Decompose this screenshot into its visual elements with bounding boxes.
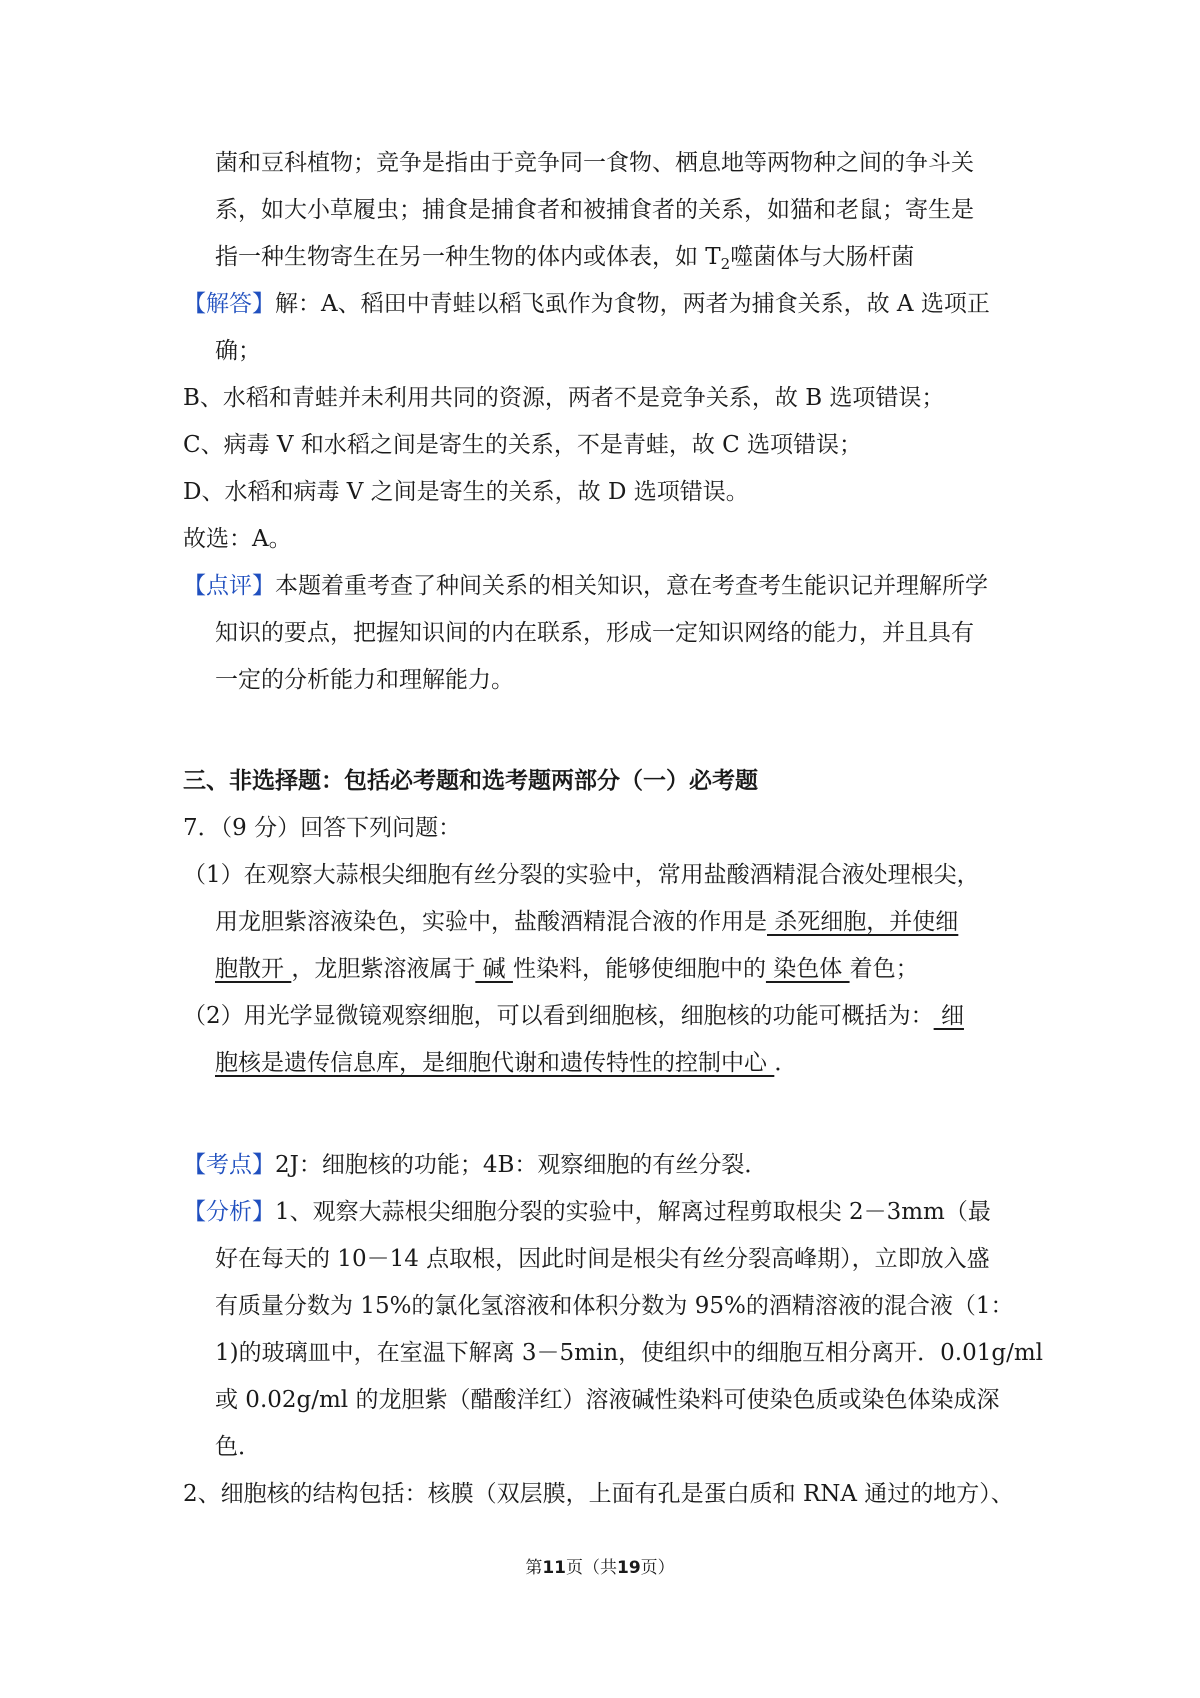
text-line: 一定的分析能力和理解能力。 xyxy=(215,667,514,693)
text-line: （2）用光学显微镜观察细胞，可以看到细胞核，细胞核的功能可概括为： 细 xyxy=(183,1003,964,1029)
comment-line: 【点评】本题着重考查了种间关系的相关知识，意在考查考生能识记并理解所学 xyxy=(183,573,988,599)
kaodian-tag: 【考点】 xyxy=(183,1152,275,1178)
text-line: 用龙胆紫溶液染色，实验中，盐酸酒精混合液的作用是 杀死细胞，并使细 xyxy=(215,909,959,935)
text-line: 胞散开 ，龙胆紫溶液属于 碱 性染料，能够使细胞中的 染色体 着色； xyxy=(215,956,919,982)
text-line: 故选：A。 xyxy=(183,526,292,552)
page-total: 19 xyxy=(617,1558,641,1578)
text-line: C、病毒 V 和水稻之间是寄生的关系，不是青蛙，故 C 选项错误； xyxy=(183,432,863,458)
answer-blank: 细 xyxy=(933,1003,964,1029)
answer-blank: 胞散开 xyxy=(215,956,292,982)
page-footer: 第11页（共19页） xyxy=(525,1558,675,1578)
answer-blank: 杀死细胞，并使细 xyxy=(767,909,959,935)
text-line: 胞核是遗传信息库，是细胞代谢和遗传特性的控制中心 ． xyxy=(215,1050,798,1076)
fenxi-tag: 【分析】 xyxy=(183,1199,275,1225)
fenxi-line: 【分析】1、观察大蒜根尖细胞分裂的实验中，解离过程剪取根尖 2－3mm（最 xyxy=(183,1199,991,1225)
kaodian-line: 【考点】2J：细胞核的功能；4B：观察细胞的有丝分裂． xyxy=(183,1152,768,1178)
answer-blank: 染色体 xyxy=(765,956,850,982)
answer-line: 【解答】解：A、稻田中青蛙以稻飞虱作为食物，两者为捕食关系，故 A 选项正 xyxy=(183,291,990,317)
text-line: 好在每天的 10－14 点取根，因此时间是根尖有丝分裂高峰期），立即放入盛 xyxy=(215,1246,990,1272)
text-line: 1)的玻璃皿中，在室温下解离 3－5min，使组织中的细胞互相分离开．0.01g/ml xyxy=(215,1340,1044,1366)
text-line: 色． xyxy=(215,1434,261,1460)
text-line: 或 0.02g/ml 的龙胆紫（醋酸洋红）溶液碱性染料可使染色质或染色体染成深 xyxy=(215,1387,1000,1413)
text-line: 指一种生物寄生在另一种生物的体内或体表，如 $T_2$噬菌体与大肠杆菌 xyxy=(215,244,915,273)
section-title: 三、非选择题：包括必考题和选考题两部分（一）必考题 xyxy=(183,768,758,794)
answer-blank: 碱 xyxy=(475,956,513,982)
question-title: 7．（9 分）回答下列问题： xyxy=(183,815,462,841)
page-number: 11 xyxy=(542,1558,566,1578)
answer-tag: 【解答】 xyxy=(183,291,275,317)
text-line: D、水稻和病毒 V 之间是寄生的关系，故 D 选项错误。 xyxy=(183,479,749,505)
text-line: 系，如大小草履虫；捕食是捕食者和被捕食者的关系，如猫和老鼠；寄生是 xyxy=(215,197,974,223)
text-line: 2、细胞核的结构包括：核膜（双层膜，上面有孔是蛋白质和 RNA 通过的地方）、 xyxy=(183,1481,1014,1507)
text-line: 有质量分数为 15%的氯化氢溶液和体积分数为 95%的酒精溶液的混合液（1： xyxy=(215,1293,1014,1319)
answer-blank: 胞核是遗传信息库，是细胞代谢和遗传特性的控制中心 xyxy=(215,1050,775,1076)
text-line: B、水稻和青蛙并未利用共同的资源，两者不是竞争关系，故 B 选项错误； xyxy=(183,385,945,411)
text-line: 确； xyxy=(215,338,261,364)
text-line: （1）在观察大蒜根尖细胞有丝分裂的实验中，常用盐酸酒精混合液处理根尖， xyxy=(183,862,980,888)
comment-tag: 【点评】 xyxy=(183,573,275,599)
text-line: 知识的要点，把握知识间的内在联系，形成一定知识网络的能力，并且具有 xyxy=(215,620,974,646)
text-line: 菌和豆科植物；竞争是指由于竞争同一食物、栖息地等两物种之间的争斗关 xyxy=(215,150,974,176)
